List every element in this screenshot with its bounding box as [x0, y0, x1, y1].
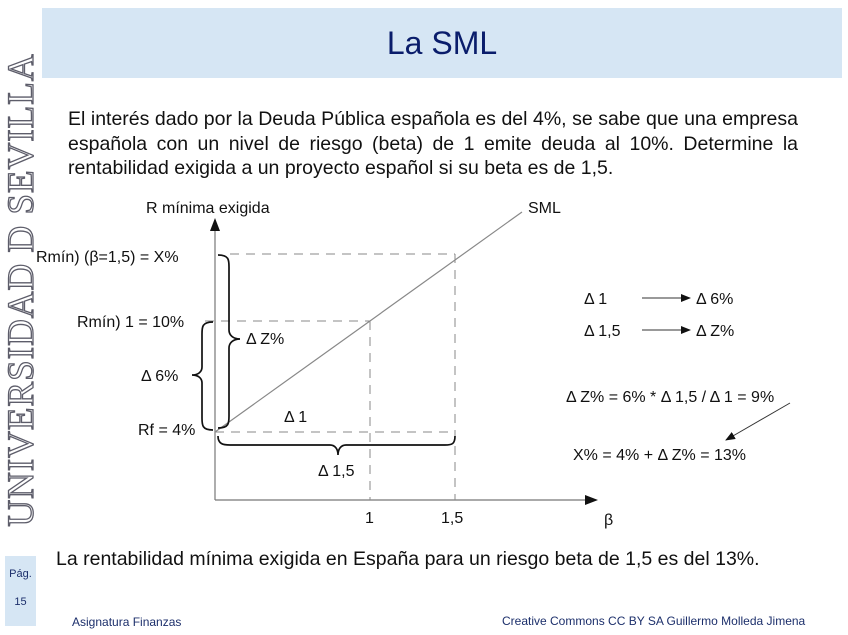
- problem-statement: El interés dado por la Deuda Pública española es del 4%, se sabe que una empresa española con un nivel de riesgo (beta) de 1 emite deuda al 10%. Determine la rentabilidad exigida a un proyecto español si su beta es de 1,5.: [68, 108, 798, 179]
- ratio-row2-left: Δ 1,5: [584, 323, 621, 340]
- y-tick-rmin-1: Rmín) 1 = 10%: [77, 314, 185, 331]
- brace-delta15: [218, 436, 455, 455]
- ratio-row2-right: Δ Z%: [696, 323, 735, 340]
- footer-course: Asignatura Finanzas: [72, 615, 182, 629]
- formula-x: X% = 4% + Δ Z% = 13%: [573, 447, 746, 464]
- page-label: Pág.: [9, 568, 32, 580]
- sml-label: SML: [528, 200, 561, 217]
- ratio-row1-right: Δ 6%: [696, 291, 734, 308]
- y-tick-rmin-15: Rmín) (β=1,5) = X%: [36, 249, 179, 266]
- y-axis-label: R mínima exigida: [146, 200, 270, 217]
- conclusion-text: La rentabilidad mínima exigida en España para un riesgo beta de 1,5 es del 13%.: [56, 548, 760, 570]
- page-number: 15: [14, 596, 27, 608]
- page-number-box: [5, 556, 36, 626]
- brace-deltaZ: [218, 255, 240, 428]
- brace-deltaZ-label: Δ Z%: [246, 331, 285, 348]
- sml-line: [215, 212, 522, 432]
- brace-delta15-label: Δ 1,5: [318, 463, 355, 480]
- delta1-label: Δ 1: [284, 409, 308, 426]
- x-axis-label: β: [604, 512, 614, 529]
- x-tick-1: 1: [365, 510, 374, 527]
- ratio-row1-left: Δ 1: [584, 291, 608, 308]
- y-axis-arrow: [210, 218, 220, 231]
- formula-arrow: [726, 403, 790, 440]
- slide-title: La SML: [386, 25, 498, 61]
- y-tick-rf: Rf = 4%: [138, 422, 196, 439]
- footer-license: Creative Commons CC BY SA Guillermo Molleda Jimena: [502, 614, 806, 628]
- x-axis-arrow: [585, 495, 598, 505]
- university-logo: UNIVERSIDAD D SEVILLA: [1, 53, 42, 527]
- x-tick-15: 1,5: [441, 510, 464, 527]
- formula-deltaZ: Δ Z% = 6% * Δ 1,5 / Δ 1 = 9%: [566, 389, 775, 406]
- brace-delta6-label: Δ 6%: [141, 368, 179, 385]
- brace-delta6: [192, 322, 213, 430]
